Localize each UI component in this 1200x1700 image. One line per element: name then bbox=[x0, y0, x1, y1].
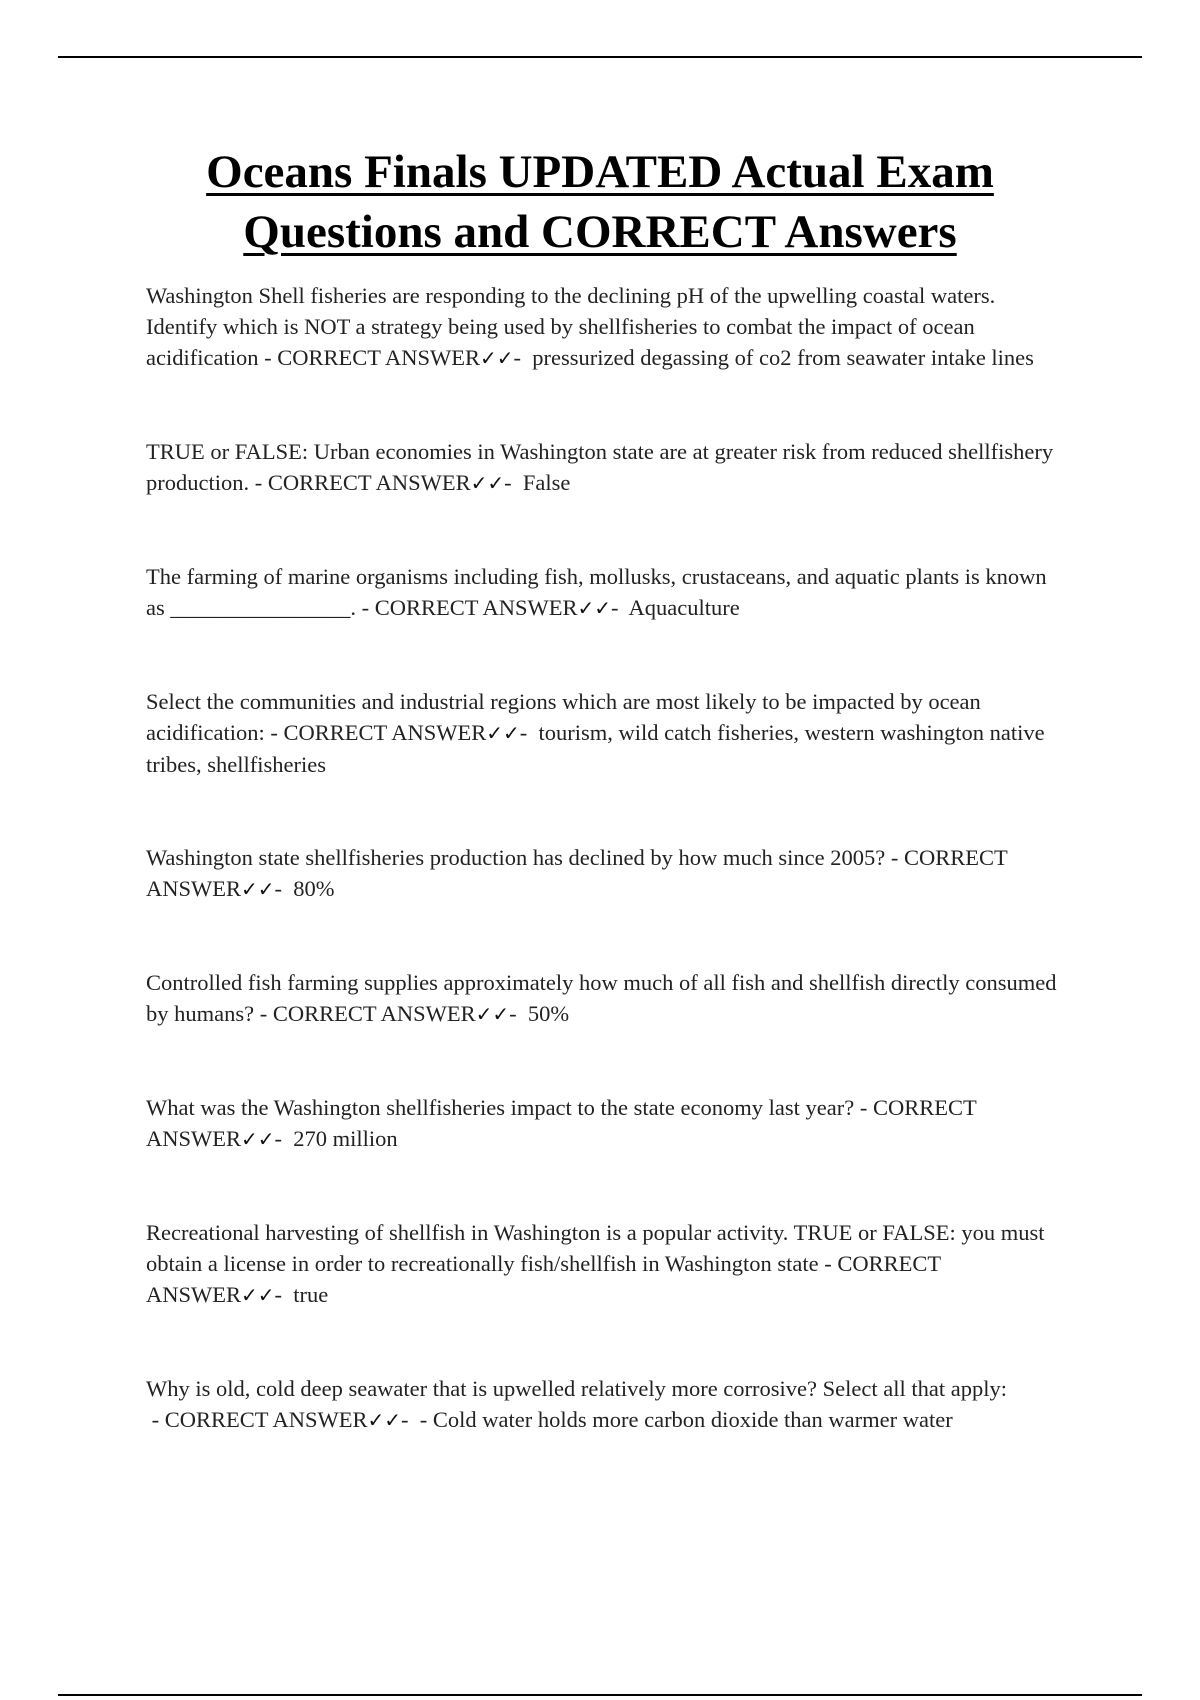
answer-dash: - bbox=[513, 345, 521, 370]
qa-item: Select the communities and industrial regions which are most likely to be impacted by ocean acidification: - CORRECT ANSWER✓✓- tourism, wild catch fisheries, western washington native tribes, shellfisheries bbox=[146, 689, 1045, 777]
document-title bbox=[120, 142, 1080, 262]
qa-item: TRUE or FALSE: Urban economies in Washington state are at greater risk from reduced shellfishery production. - CORRECT ANSWER✓✓- False bbox=[146, 439, 1054, 495]
answer-text: true bbox=[293, 1282, 329, 1307]
answer-text: 80% bbox=[293, 876, 335, 901]
question-text: Washington state shellfisheries production has declined by how much since 2005? bbox=[146, 845, 886, 870]
answer-text: - Cold water holds more carbon dioxide than warmer water bbox=[419, 1407, 953, 1432]
answer-text: pressurized degassing of co2 from seawater intake lines bbox=[532, 345, 1034, 370]
answer-label: CORRECT ANSWER bbox=[374, 595, 578, 620]
answer-dash: - bbox=[401, 1407, 409, 1432]
check-icon: ✓✓ bbox=[479, 346, 514, 370]
qa-item: Controlled fish farming supplies approximately how much of all fish and shellfish directly consumed by humans? - CORRECT ANSWER✓✓- 50% bbox=[146, 970, 1057, 1026]
qa-list bbox=[146, 280, 1066, 1436]
answer-label: CORRECT ANSWER bbox=[146, 845, 1008, 901]
answer-label: CORRECT ANSWER bbox=[146, 1251, 941, 1307]
answer-label: CORRECT ANSWER bbox=[272, 1001, 476, 1026]
question-text: Washington Shell fisheries are responding to the declining pH of the upwelling coastal waters. Identify which is NOT a strategy being used by shellfisheries to combat the impact of ocean acidification bbox=[146, 283, 996, 370]
qa-item: Why is old, cold deep seawater that is upwelled relatively more corrosive? Select all that apply: - CORRECT ANSWER✓✓- - Cold water holds more carbon dioxide than warmer water bbox=[146, 1376, 1007, 1432]
question-text: What was the Washington shellfisheries impact to the state economy last year? bbox=[146, 1095, 855, 1120]
check-icon: ✓✓ bbox=[470, 471, 505, 495]
title-line-2: Questions and CORRECT Answers bbox=[243, 206, 957, 258]
check-icon: ✓✓ bbox=[475, 1002, 510, 1026]
answer-text: Aquaculture bbox=[628, 595, 740, 620]
question-text: The farming of marine organisms including fish, mollusks, crustaceans, and aquatic plants is known as ________________. bbox=[146, 564, 1047, 620]
answer-label: CORRECT ANSWER bbox=[146, 1095, 977, 1151]
check-icon: ✓✓ bbox=[486, 721, 520, 745]
answer-dash: - bbox=[274, 1126, 283, 1151]
footer-rule bbox=[58, 1694, 1142, 1696]
answer-dash: - bbox=[509, 1001, 517, 1026]
check-icon: ✓✓ bbox=[367, 1408, 402, 1432]
question-text: Recreational harvesting of shellfish in Washington is a popular activity. TRUE or FALSE: you must obtain a license in order to recreationally fish/shellfish in Washington state bbox=[146, 1220, 1045, 1276]
question-text: TRUE or FALSE: Urban economies in Washington state are at greater risk from reduced shellfishery production. bbox=[146, 439, 1054, 495]
answer-text: 270 million bbox=[293, 1126, 398, 1151]
answer-text: False bbox=[522, 470, 571, 495]
title-line-1: Oceans Finals UPDATED Actual Exam bbox=[206, 146, 994, 198]
check-icon: ✓✓ bbox=[241, 1283, 275, 1307]
answer-label: CORRECT ANSWER bbox=[283, 720, 487, 745]
qa-item: Recreational harvesting of shellfish in Washington is a popular activity. TRUE or FALSE: you must obtain a license in order to recreationally fish/shellfish in Washington state - CORRECT ANSWER✓✓- true bbox=[146, 1220, 1045, 1307]
qa-item: Washington state shellfisheries production has declined by how much since 2005? - CORRECT ANSWER✓✓- 80% bbox=[146, 845, 1008, 901]
answer-dash: - bbox=[611, 595, 619, 620]
header-rule bbox=[58, 56, 1142, 58]
question-text: Controlled fish farming supplies approximately how much of all fish and shellfish directly consumed by humans? bbox=[146, 970, 1057, 1026]
answer-dash: - bbox=[519, 720, 528, 745]
answer-text: tourism, wild catch fisheries, western washington native tribes, shellfisheries bbox=[146, 720, 1045, 777]
answer-dash: - bbox=[274, 876, 283, 901]
answer-label: CORRECT ANSWER bbox=[277, 345, 480, 370]
qa-item: What was the Washington shellfisheries impact to the state economy last year? - CORRECT ANSWER✓✓- 270 million bbox=[146, 1095, 977, 1151]
answer-dash: - bbox=[274, 1282, 283, 1307]
question-text: Select the communities and industrial regions which are most likely to be impacted by ocean acidification: bbox=[146, 689, 981, 745]
question-text: Why is old, cold deep seawater that is upwelled relatively more corrosive? Select all that apply: bbox=[146, 1376, 1007, 1401]
check-icon: ✓✓ bbox=[241, 877, 275, 901]
check-icon: ✓✓ bbox=[241, 1127, 275, 1151]
answer-dash: - bbox=[504, 470, 512, 495]
qa-item: The farming of marine organisms including fish, mollusks, crustaceans, and aquatic plants is known as ________________. - CORRECT ANSWER✓✓- Aquaculture bbox=[146, 564, 1047, 620]
answer-label: CORRECT ANSWER bbox=[164, 1407, 368, 1432]
answer-label: CORRECT ANSWER bbox=[267, 470, 471, 495]
answer-text: 50% bbox=[527, 1001, 570, 1026]
check-icon: ✓✓ bbox=[577, 596, 612, 620]
qa-item: Washington Shell fisheries are responding to the declining pH of the upwelling coastal waters. Identify which is NOT a strategy being used by shellfisheries to combat the impact of ocean acidification - CORRECT ANSWER✓✓- pressurized degassing of co2 from seawater intake lines bbox=[146, 283, 1034, 370]
